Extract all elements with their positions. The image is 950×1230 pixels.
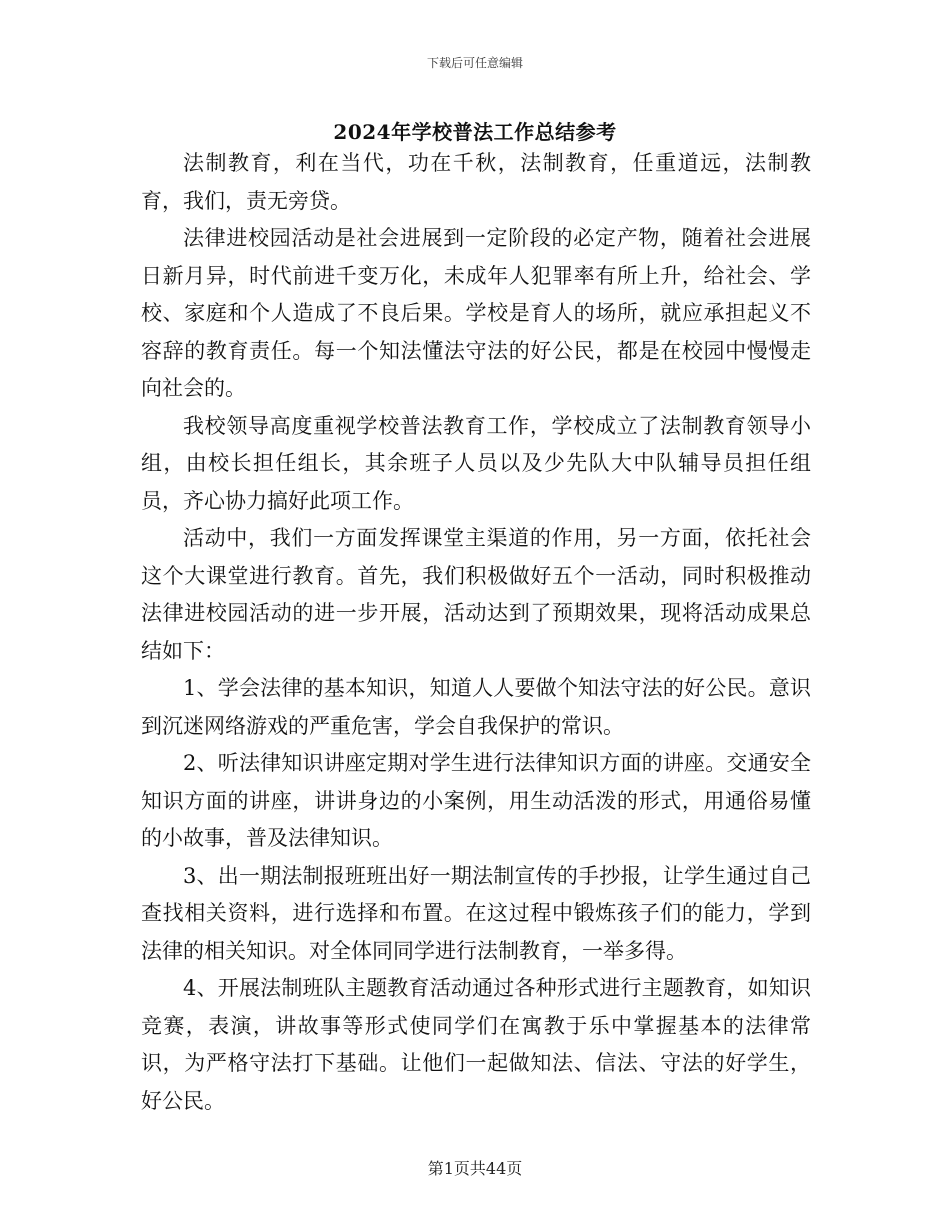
paragraph-item-3: 3、出一期法制报班班出好一期法制宣传的手抄报，让学生通过自己查找相关资料，进行选择和布置。在这过程中锻炼孩子们的能力，学到法律的相关知识。对全体同同学进行法制教育，一举多得。 [141,863,811,963]
paragraph-activities: 活动中，我们一方面发挥课堂主渠道的作用，另一方面，依托社会这个大课堂进行教育。首先，我们积极做好五个一活动，同时积极推动法律进校园活动的进一步开展，活动达到了预期效果，现将活动成果总结如下： [141,526,811,663]
document-title: 2024年学校普法工作总结参考 [333,120,617,144]
page-number-footer: 第1页共44页 [427,1159,523,1178]
paragraph-item-4: 4、开展法制班队主题教育活动通过各种形式进行主题教育，如知识竞赛，表演，讲故事等形式使同学们在寓教于乐中掌握基本的法律常识，为严格守法打下基础。让他们一起做知法、信法、守法的好学生，好公民。 [141,976,811,1113]
document-body [141,145,811,1120]
paragraph-leadership: 我校领导高度重视学校普法教育工作，学校成立了法制教育领导小组，由校长担任组长，其余班子人员以及少先队大中队辅导员担任组员，齐心协力搞好此项工作。 [141,413,811,513]
paragraph-item-2: 2、听法律知识讲座定期对学生进行法律知识方面的讲座。交通安全知识方面的讲座，讲讲身边的小案例，用生动活泼的形式，用通俗易懂的小故事，普及法律知识。 [141,751,811,850]
header-note: 下载后可任意编辑 [426,56,523,70]
paragraph-intro: 法制教育，利在当代，功在千秋，法制教育，任重道远，法制教育，我们，责无旁贷。 [141,151,811,213]
paragraph-item-1: 1、学会法律的基本知识，知道人人要做个知法守法的好公民。意识到沉迷网络游戏的严重危害，学会自我保护的常识。 [141,676,811,738]
paragraph-background: 法律进校园活动是社会进展到一定阶段的必定产物，随着社会进展日新月异，时代前进千变万化，未成年人犯罪率有所上升，给社会、学校、家庭和个人造成了不良后果。学校是育人的场所，就应承担起义不容辞的教育责任。每一个知法懂法守法的好公民，都是在校园中慢慢走向社会的。 [141,226,811,400]
